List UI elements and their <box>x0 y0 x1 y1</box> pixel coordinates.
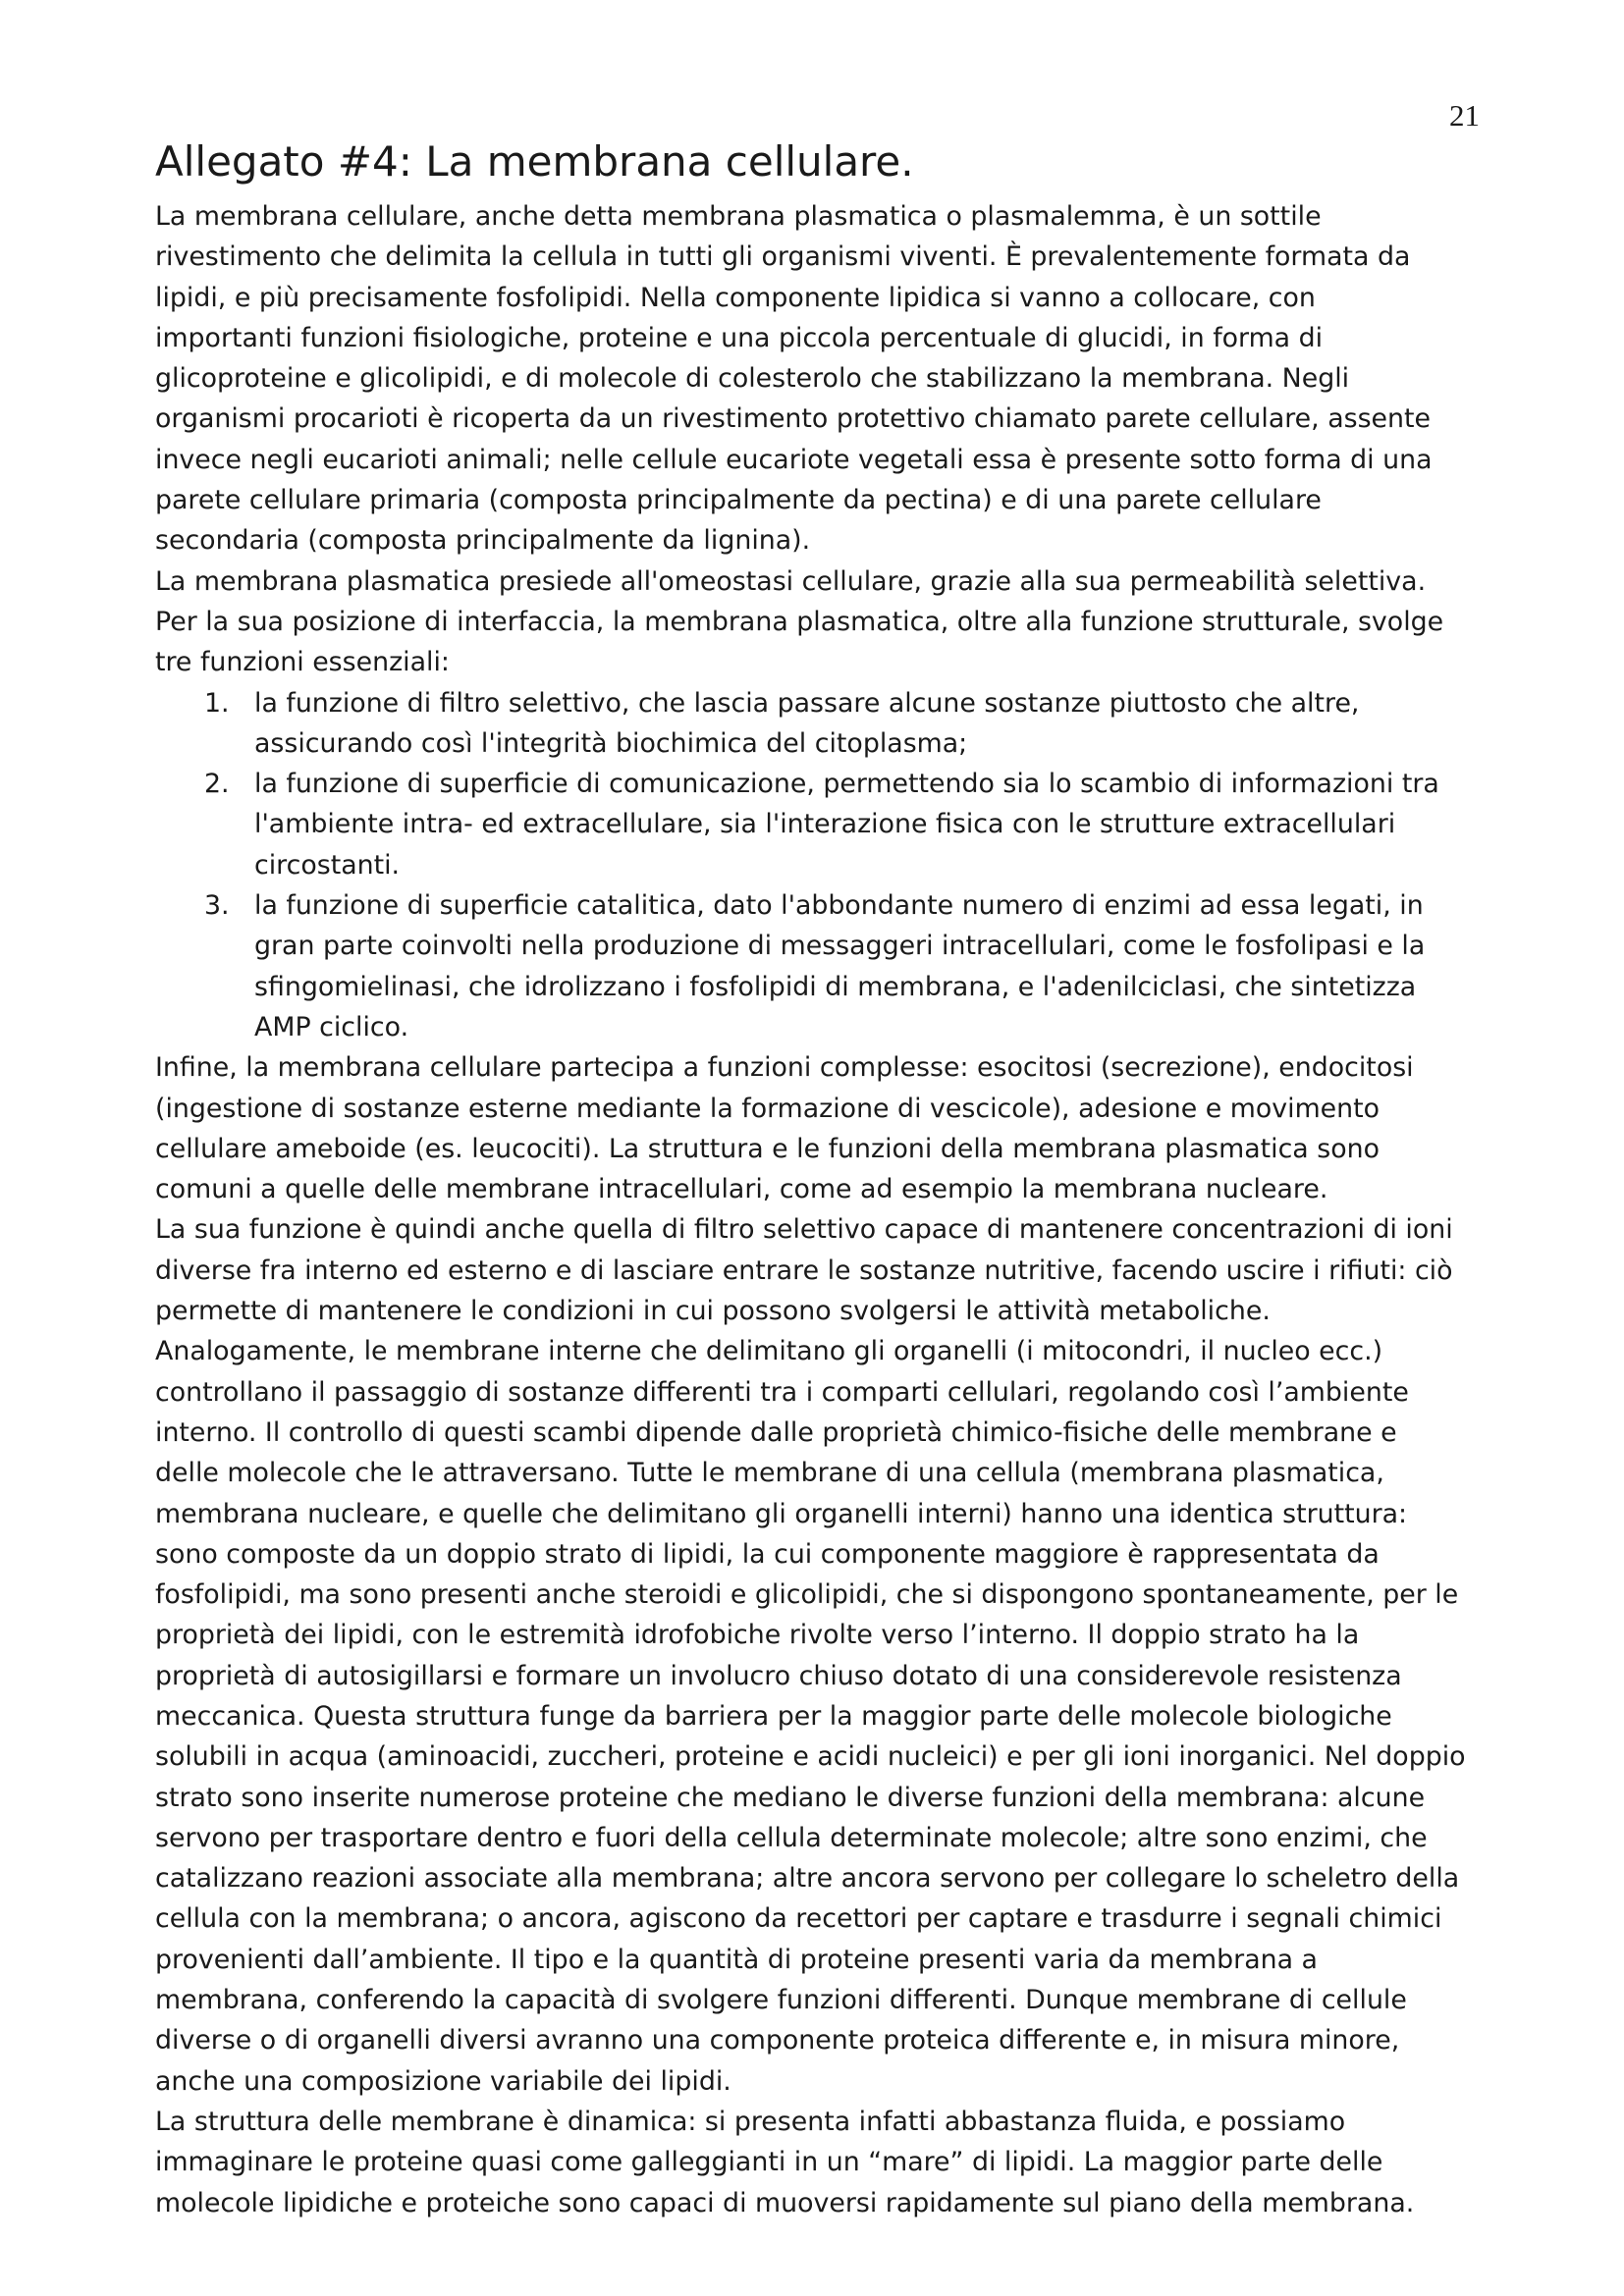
text-line: secondaria (composta principalmente da lignina). <box>155 525 811 557</box>
text-line: invece negli eucarioti animali; nelle cellule eucariote vegetali essa è presente sotto forma di una <box>155 444 1433 475</box>
text-line: organismi procarioti è ricoperta da un rivestimento protettivo chiamato parete cellulare, assente <box>155 403 1431 435</box>
list-number: 3. <box>204 890 230 922</box>
text-line: membrana, conferendo la capacità di svolgere funzioni differenti. Dunque membrane di cellule <box>155 1985 1407 2016</box>
text-line: Analogamente, le membrane interne che delimitano gli organelli (i mitocondri, il nucleo ecc.) <box>155 1336 1383 1367</box>
text-line: strato sono inserite numerose proteine che mediano le diverse funzioni della membrana: alcune <box>155 1782 1426 1813</box>
paragraph-complex-functions <box>155 1047 1502 1209</box>
text-line: La membrana cellulare, anche detta membrana plasmatica o plasmalemma, è un sottile <box>155 201 1322 232</box>
list-number: 1. <box>204 687 230 719</box>
text-line: interno. Il controllo di questi scambi dipende dalle proprietà chimico-fisiche delle membrane e <box>155 1416 1397 1448</box>
list-item <box>155 764 1502 885</box>
text-line: lipidi, e più precisamente fosfolipidi. Nella componente lipidica si vanno a collocare, con <box>155 282 1316 313</box>
text-line: tre funzioni essenziali: <box>155 647 450 678</box>
text-line: provenienti dall’ambiente. Il tipo e la quantità di proteine presenti varia da membrana a <box>155 1944 1318 1975</box>
text-line: meccanica. Questa struttura funge da barriera per la maggior parte delle molecole biologiche <box>155 1700 1392 1732</box>
text-line: importanti funzioni fisiologiche, proteine e una piccola percentuale di glucidi, in forma di <box>155 322 1324 353</box>
text-line: sono composte da un doppio strato di lipidi, la cui componente maggiore è rappresentata da <box>155 1538 1380 1570</box>
body-text <box>155 196 1502 2223</box>
text-line: la funzione di superficie catalitica, dato l'abbondante numero di enzimi ad essa legati, in <box>254 890 1424 922</box>
numbered-list <box>155 683 1502 1048</box>
text-line: AMP ciclico. <box>254 1011 409 1042</box>
text-line: gran parte coinvolti nella produzione di messaggeri intracellulari, come le fosfolipasi e la <box>254 931 1426 962</box>
text-line: cellulare ameboide (es. leucociti). La struttura e le funzioni della membrana plasmatica sono <box>155 1133 1380 1164</box>
text-line: (ingestione di sostanze esterne mediante la formazione di vescicole), adesione e movimento <box>155 1093 1380 1124</box>
section-title: Allegato #4: La membrana cellulare. <box>155 137 914 186</box>
text-line: fosfolipidi, ma sono presenti anche steroidi e glicolipidi, che si dispongono spontaneamente, per le <box>155 1579 1459 1611</box>
text-line: rivestimento che delimita la cellula in tutti gli organismi viventi. È prevalentemente formata da <box>155 241 1411 273</box>
text-line: cellula con la membrana; o ancora, agiscono da recettori per captare e trasdurre i segnali chimici <box>155 1903 1442 1935</box>
text-line: controllano il passaggio di sostanze differenti tra i comparti cellulari, regolando così l’ambiente <box>155 1376 1409 1408</box>
text-line: la funzione di superficie di comunicazione, permettendo sia lo scambio di informazioni tra <box>254 769 1439 800</box>
text-line: l'ambiente intra- ed extracellulare, sia l'interazione fisica con le strutture extracellulari <box>254 809 1396 840</box>
text-line: comuni a quelle delle membrane intracellulari, come ad esempio la membrana nucleare. <box>155 1174 1328 1205</box>
page-number: 21 <box>1449 98 1480 133</box>
text-line: delle molecole che le attraversano. Tutte le membrane di una cellula (membrana plasmatica, <box>155 1458 1384 1489</box>
list-number: 2. <box>204 769 230 800</box>
list-item <box>155 885 1502 1047</box>
text-line: servono per trasportare dentro e fuori della cellula determinate molecole; altre sono enzimi, che <box>155 1822 1428 1853</box>
text-line: La membrana plasmatica presiede all'omeostasi cellulare, grazie alla sua permeabilità selettiva. <box>155 565 1427 597</box>
text-line: membrana nucleare, e quelle che delimitano gli organelli interni) hanno una identica struttura: <box>155 1498 1408 1529</box>
text-line: proprietà di autosigillarsi e formare un involucro chiuso dotato di una considerevole resistenza <box>155 1660 1402 1691</box>
text-line: circostanti. <box>254 849 401 881</box>
text-line: parete cellulare primaria (composta principalmente da pectina) e di una parete cellulare <box>155 485 1322 516</box>
paragraph-intro <box>155 196 1502 561</box>
text-line: La struttura delle membrane è dinamica: si presenta infatti abbastanza fluida, e possiamo <box>155 2106 1346 2137</box>
paragraph-selective-filter <box>155 1209 1502 2102</box>
text-line: diverse o di organelli diversi avranno una componente proteica differente e, in misura minore, <box>155 2025 1400 2056</box>
text-line: catalizzano reazioni associate alla membrana; altre ancora servono per collegare lo scheletro della <box>155 1863 1460 1895</box>
text-line: sfingomielinasi, che idrolizzano i fosfolipidi di membrana, e l'adenilciclasi, che sintetizza <box>254 971 1417 1002</box>
text-line: Per la sua posizione di interfaccia, la membrana plasmatica, oltre alla funzione strutturale, svolge <box>155 606 1444 637</box>
text-line: anche una composizione variabile dei lipidi. <box>155 2065 731 2097</box>
text-line: permette di mantenere le condizioni in cui possono svolgersi le attività metaboliche. <box>155 1296 1271 1327</box>
text-line: proprietà dei lipidi, con le estremità idrofobiche rivolte verso l’interno. Il doppio strato ha la <box>155 1620 1360 1651</box>
paragraph-functions-intro <box>155 561 1502 683</box>
text-line: solubili in acqua (aminoacidi, zuccheri, proteine e acidi nucleici) e per gli ioni inorganici. Nel doppio <box>155 1741 1466 1773</box>
text-line: Infine, la membrana cellulare partecipa a funzioni complesse: esocitosi (secrezione), endocitosi <box>155 1052 1414 1084</box>
text-line: assicurando così l'integrità biochimica del citoplasma; <box>254 727 968 759</box>
list-item <box>155 683 1502 765</box>
text-line: glicoproteine e glicolipidi, e di molecole di colesterolo che stabilizzano la membrana. Negli <box>155 363 1350 395</box>
text-line: immaginare le proteine quasi come galleggianti in un “mare” di lipidi. La maggior parte delle <box>155 2147 1383 2178</box>
text-line: molecole lipidiche e proteiche sono capaci di muoversi rapidamente sul piano della membrana. <box>155 2187 1415 2218</box>
paragraph-dynamic-structure <box>155 2102 1502 2223</box>
text-line: la funzione di filtro selettivo, che lascia passare alcune sostanze piuttosto che altre, <box>254 687 1360 719</box>
text-line: diverse fra interno ed esterno e di lasciare entrare le sostanze nutritive, facendo uscire i rifiuti: ciò <box>155 1255 1453 1286</box>
text-line: La sua funzione è quindi anche quella di filtro selettivo capace di mantenere concentrazioni di ioni <box>155 1214 1453 1246</box>
